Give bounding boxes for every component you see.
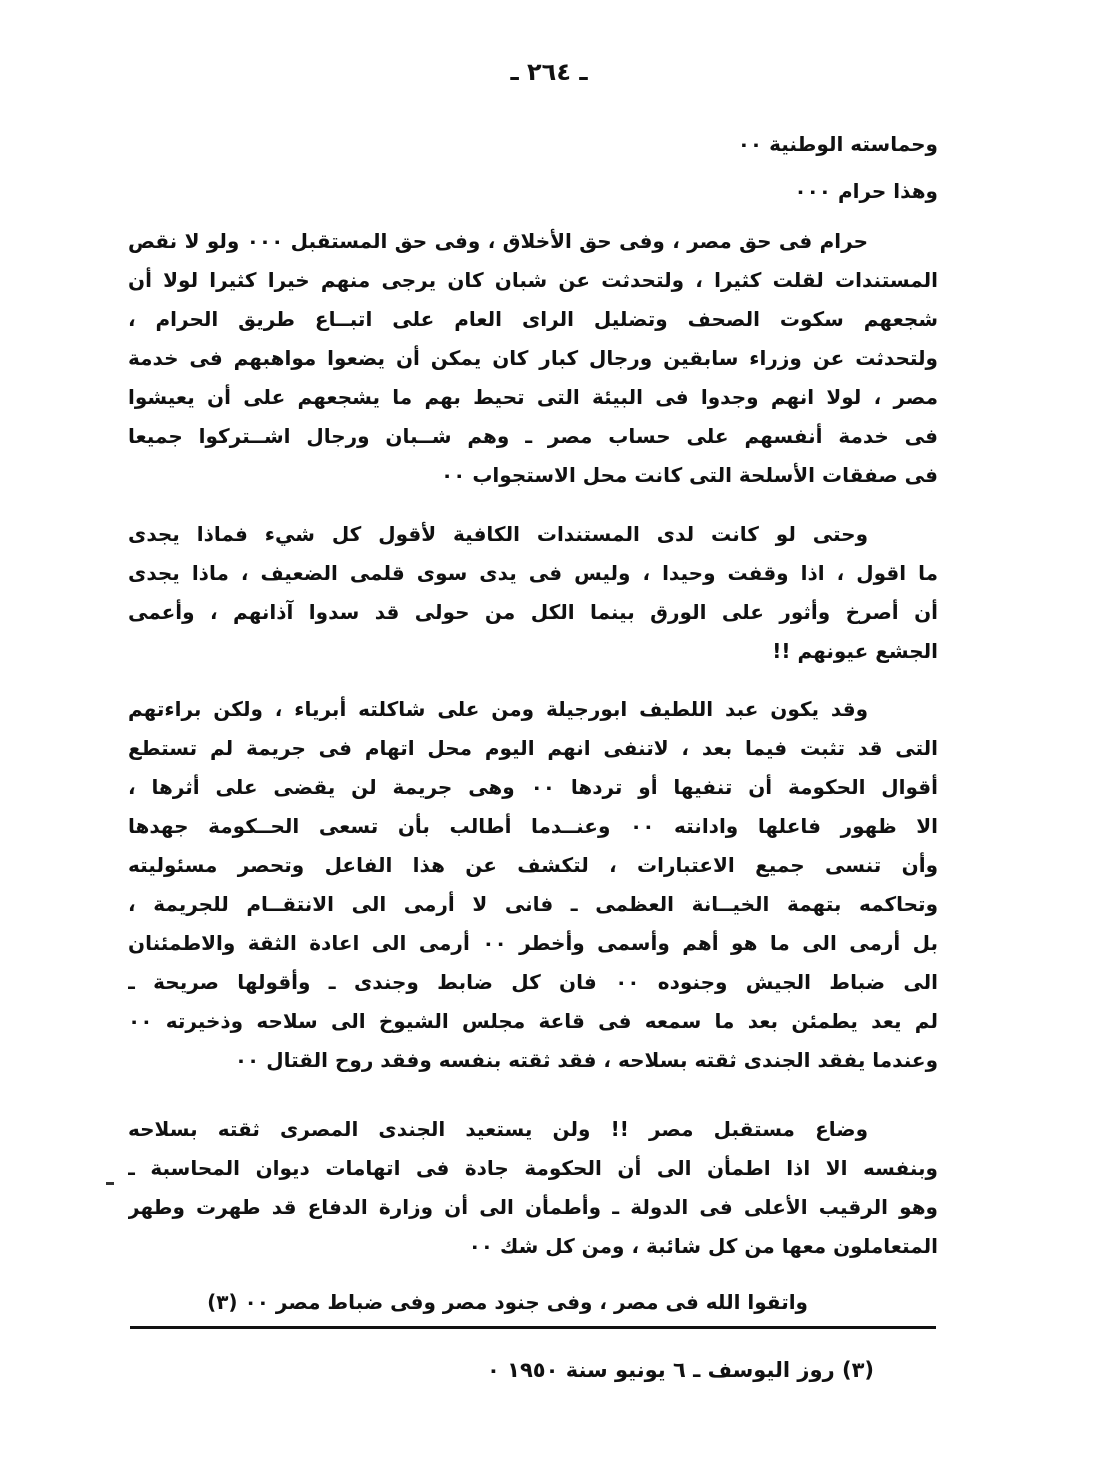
margin-mark [106, 1182, 114, 1185]
paragraph-line: لم يعد يطمئن بعد ما سمعه فى قاعة مجلس الشيوخ الى سلاحه وذخيرته ٠٠ [128, 1009, 938, 1033]
paragraph-line: أن أصرخ وأثور على الورق بينما الكل من حولى قد سدوا آذانهم ، وأعمى [128, 600, 938, 624]
paragraph-line: مصر ، لولا انهم وجدوا فى البيئة التى تحيط بهم ما يشجعهم على أن يعيشوا [128, 385, 938, 409]
paragraph-line: الجشع عيونهم !! [772, 639, 938, 663]
opening-lines [128, 125, 938, 211]
paragraph-line: وأن تنسى جميع الاعتبارات ، لتكشف عن هذا الفاعل وتحصر مسئوليته [128, 853, 938, 877]
footnote: (٣) روز اليوسف ـ ٦ يونيو سنة ١٩٥٠ ٠ [487, 1358, 874, 1382]
page-number: ـ ٢٦٤ ـ [510, 58, 588, 86]
paragraph-line: وضاع مستقبل مصر !! ولن يستعيد الجندى المصرى ثقته بسلاحه [128, 1117, 868, 1141]
paragraph-3 [128, 690, 938, 1080]
paragraph-line: وهو الرقيب الأعلى فى الدولة ـ وأطمأن الى أن وزارة الدفاع قد طهرت وطهر [128, 1195, 938, 1219]
paragraph-line: شجعهم سكوت الصحف وتضليل الراى العام على اتبــاع طريق الحرام ، [128, 307, 938, 331]
paragraph-line: وحتى لو كانت لدى المستندات الكافية لأقول كل شيء فماذا يجدى [128, 522, 868, 546]
paragraph-line: الى ضباط الجيش وجنوده ٠٠ فان كل ضابط وجندى ـ وأقولها صريحة ـ [128, 970, 938, 994]
paragraph-line: فى صفقات الأسلحة التى كانت محل الاستجواب ٠٠ [440, 463, 938, 487]
paragraph-4 [128, 1110, 938, 1266]
paragraph-line: فى خدمة أنفسهم على حساب مصر ـ وهم شــبان ورجال اشــتركوا جميعا [128, 424, 938, 448]
paragraph-line: وبنفسه الا اذا اطمأن الى أن الحكومة جادة فى اتهامات ديوان المحاسبة ـ [128, 1156, 938, 1180]
paragraph-line: التى قد تثبت فيما بعد ، لاتنفى انهم اليوم محل اتهام فى جريمة لم تستطع [128, 736, 938, 760]
line-2: وهذا حرام ٠٠٠ [794, 179, 938, 203]
paragraph-line: وقد يكون عبد اللطيف ابورجيلة ومن على شاكلته أبرياء ، ولكن براءتهم [128, 697, 868, 721]
paragraph-line: ما اقول ، اذا وقفت وحيدا ، وليس فى يدى سوى قلمى الضعيف ، ماذا يجدى [128, 561, 938, 585]
paragraph-line: بل أرمى الى ما هو أهم وأسمى وأخطر ٠٠ أرمى الى اعادة الثقة والاطمئنان [128, 931, 938, 955]
paragraph-line: المستندات لقلت كثيرا ، ولتحدثت عن شبان كان يرجى منهم خيرا كثيرا لولا أن [128, 268, 938, 292]
closing-line: واتقوا الله فى مصر ، وفى جنود مصر وفى ضباط مصر ٠٠ (٣) [207, 1290, 808, 1314]
paragraph-line: ولتحدثت عن وزراء سابقين ورجال كبار كان يمكن أن يضعوا مواهبهم فى خدمة [128, 346, 938, 370]
line-1: وحماسته الوطنية ٠٠ [737, 132, 938, 156]
paragraph-line: وتحاكمه بتهمة الخيــانة العظمى ـ فانى لا أرمى الى الانتقــام للجريمة ، [128, 892, 938, 916]
paragraph-line: الا ظهور فاعلها وادانته ٠٠ وعنــدما أطالب بأن تسعى الحــكومة جهدها [128, 814, 938, 838]
paragraph-line: وعندما يفقد الجندى ثقته بسلاحه ، فقد ثقته بنفسه وفقد روح القتال ٠٠ [234, 1048, 938, 1072]
paragraph-line: أقوال الحكومة أن تنفيها أو تردها ٠٠ وهى جريمة لن يقضى على أثرها ، [128, 775, 938, 799]
paragraph-line: حرام فى حق مصر ، وفى حق الأخلاق ، وفى حق المستقبل ٠٠٠ ولو لا نقص [128, 229, 868, 253]
paragraph-1 [128, 222, 938, 495]
footnote-divider [130, 1326, 936, 1329]
paragraph-2 [128, 515, 938, 671]
paragraph-line: المتعاملون معها من كل شائبة ، ومن كل شك ٠٠ [468, 1234, 938, 1258]
